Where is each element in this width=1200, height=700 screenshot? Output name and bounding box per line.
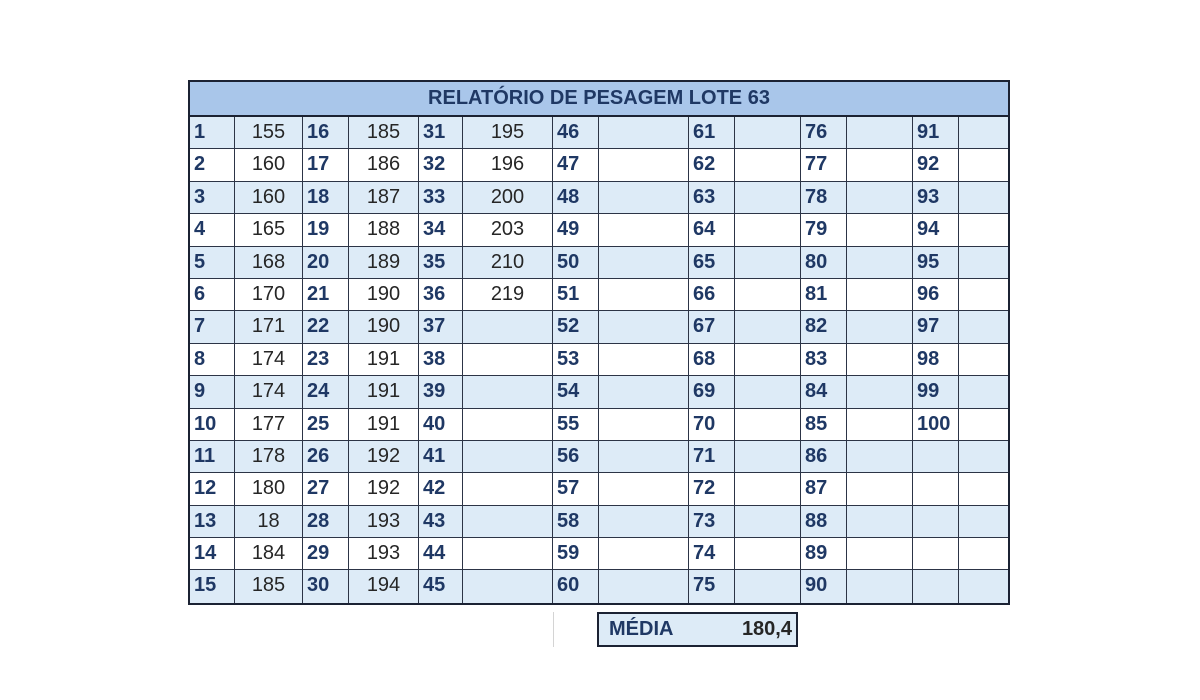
item-weight: 165 [235, 214, 303, 246]
item-number: 56 [553, 441, 599, 473]
item-number: 53 [553, 344, 599, 376]
item-weight [847, 311, 913, 343]
item-weight [847, 506, 913, 538]
item-weight [599, 182, 689, 214]
item-number: 60 [553, 570, 599, 602]
item-weight [847, 473, 913, 505]
item-number: 5 [190, 247, 235, 279]
item-weight [735, 117, 801, 149]
average-box [597, 612, 798, 647]
item-weight [847, 344, 913, 376]
item-weight [847, 117, 913, 149]
item-weight [463, 311, 553, 343]
item-number: 49 [553, 214, 599, 246]
item-weight [599, 409, 689, 441]
item-number: 55 [553, 409, 599, 441]
item-number [913, 473, 959, 505]
item-number: 93 [913, 182, 959, 214]
item-number: 13 [190, 506, 235, 538]
item-weight [599, 214, 689, 246]
item-weight [735, 149, 801, 181]
item-number: 10 [190, 409, 235, 441]
item-number: 54 [553, 376, 599, 408]
item-number: 65 [689, 247, 735, 279]
item-number: 58 [553, 506, 599, 538]
item-weight [959, 279, 1008, 311]
item-number: 40 [419, 409, 463, 441]
sheet-gridline [553, 612, 554, 647]
item-weight: 187 [349, 182, 419, 214]
weights-grid [190, 117, 1008, 603]
item-number: 78 [801, 182, 847, 214]
item-number: 20 [303, 247, 349, 279]
item-weight [847, 409, 913, 441]
item-weight: 184 [235, 538, 303, 570]
item-weight: 203 [463, 214, 553, 246]
item-weight: 210 [463, 247, 553, 279]
item-weight [463, 473, 553, 505]
item-weight: 190 [349, 311, 419, 343]
item-weight: 193 [349, 538, 419, 570]
item-weight [959, 506, 1008, 538]
item-number: 12 [190, 473, 235, 505]
item-number: 8 [190, 344, 235, 376]
item-weight: 191 [349, 344, 419, 376]
item-weight: 190 [349, 279, 419, 311]
item-weight [735, 538, 801, 570]
item-weight [735, 344, 801, 376]
item-number: 21 [303, 279, 349, 311]
item-number: 43 [419, 506, 463, 538]
item-number: 14 [190, 538, 235, 570]
item-weight [847, 182, 913, 214]
item-number: 15 [190, 570, 235, 602]
item-number [913, 538, 959, 570]
item-number: 41 [419, 441, 463, 473]
item-weight [959, 311, 1008, 343]
item-number: 4 [190, 214, 235, 246]
item-number: 90 [801, 570, 847, 602]
item-weight [599, 570, 689, 602]
item-weight [735, 311, 801, 343]
item-number: 7 [190, 311, 235, 343]
item-weight [735, 376, 801, 408]
item-number: 51 [553, 279, 599, 311]
item-weight [959, 538, 1008, 570]
item-number: 67 [689, 311, 735, 343]
item-number: 38 [419, 344, 463, 376]
item-weight [959, 149, 1008, 181]
item-number: 17 [303, 149, 349, 181]
item-weight: 185 [235, 570, 303, 602]
item-weight: 185 [349, 117, 419, 149]
item-number: 95 [913, 247, 959, 279]
weighing-report-table [188, 80, 1010, 605]
item-number: 27 [303, 473, 349, 505]
item-weight [735, 182, 801, 214]
item-number: 77 [801, 149, 847, 181]
item-number: 34 [419, 214, 463, 246]
item-number: 11 [190, 441, 235, 473]
item-number: 89 [801, 538, 847, 570]
item-weight: 180 [235, 473, 303, 505]
item-number: 6 [190, 279, 235, 311]
item-number: 61 [689, 117, 735, 149]
item-number: 94 [913, 214, 959, 246]
item-number: 19 [303, 214, 349, 246]
item-number: 33 [419, 182, 463, 214]
item-number: 88 [801, 506, 847, 538]
item-number: 98 [913, 344, 959, 376]
item-number: 1 [190, 117, 235, 149]
item-number: 32 [419, 149, 463, 181]
item-number: 52 [553, 311, 599, 343]
item-weight: 192 [349, 473, 419, 505]
average-value: 180,4 [741, 618, 792, 640]
item-weight: 160 [235, 149, 303, 181]
item-weight: 189 [349, 247, 419, 279]
item-number: 37 [419, 311, 463, 343]
item-number: 92 [913, 149, 959, 181]
item-weight: 192 [349, 441, 419, 473]
item-number: 48 [553, 182, 599, 214]
item-number: 2 [190, 149, 235, 181]
item-number: 97 [913, 311, 959, 343]
item-weight: 168 [235, 247, 303, 279]
item-weight: 219 [463, 279, 553, 311]
item-number: 62 [689, 149, 735, 181]
item-number: 18 [303, 182, 349, 214]
item-number: 64 [689, 214, 735, 246]
item-weight: 174 [235, 344, 303, 376]
item-number: 87 [801, 473, 847, 505]
item-weight [735, 506, 801, 538]
item-weight [735, 409, 801, 441]
item-weight: 188 [349, 214, 419, 246]
item-number: 96 [913, 279, 959, 311]
item-weight [599, 149, 689, 181]
item-weight [959, 214, 1008, 246]
item-number: 44 [419, 538, 463, 570]
item-weight [959, 409, 1008, 441]
item-weight [463, 409, 553, 441]
item-number: 47 [553, 149, 599, 181]
item-weight [847, 376, 913, 408]
item-number: 31 [419, 117, 463, 149]
item-number: 71 [689, 441, 735, 473]
item-number: 39 [419, 376, 463, 408]
item-number: 36 [419, 279, 463, 311]
item-number: 73 [689, 506, 735, 538]
item-weight [959, 182, 1008, 214]
item-number: 22 [303, 311, 349, 343]
item-weight: 194 [349, 570, 419, 602]
average-label: MÉDIA [609, 618, 674, 640]
item-number: 70 [689, 409, 735, 441]
item-weight [959, 344, 1008, 376]
item-weight [959, 441, 1008, 473]
item-weight [735, 279, 801, 311]
item-weight: 174 [235, 376, 303, 408]
item-number: 57 [553, 473, 599, 505]
item-number: 3 [190, 182, 235, 214]
item-number: 46 [553, 117, 599, 149]
item-weight: 171 [235, 311, 303, 343]
item-weight: 155 [235, 117, 303, 149]
item-number: 28 [303, 506, 349, 538]
item-weight [463, 441, 553, 473]
item-weight: 170 [235, 279, 303, 311]
item-weight [847, 214, 913, 246]
item-number: 16 [303, 117, 349, 149]
item-number: 69 [689, 376, 735, 408]
item-number: 72 [689, 473, 735, 505]
item-weight [599, 441, 689, 473]
item-number: 84 [801, 376, 847, 408]
item-number [913, 570, 959, 602]
item-weight [735, 473, 801, 505]
item-number: 91 [913, 117, 959, 149]
item-weight [599, 376, 689, 408]
item-weight [959, 117, 1008, 149]
item-number: 23 [303, 344, 349, 376]
item-number: 9 [190, 376, 235, 408]
item-weight [463, 506, 553, 538]
item-number: 83 [801, 344, 847, 376]
item-number: 42 [419, 473, 463, 505]
item-weight [463, 538, 553, 570]
item-number: 45 [419, 570, 463, 602]
item-weight [599, 506, 689, 538]
item-number: 59 [553, 538, 599, 570]
item-number: 30 [303, 570, 349, 602]
item-number: 26 [303, 441, 349, 473]
item-number [913, 441, 959, 473]
item-weight [847, 538, 913, 570]
item-weight [735, 570, 801, 602]
item-number: 80 [801, 247, 847, 279]
item-weight [959, 247, 1008, 279]
item-weight: 195 [463, 117, 553, 149]
item-number: 100 [913, 409, 959, 441]
item-number: 35 [419, 247, 463, 279]
item-weight [735, 214, 801, 246]
item-number: 85 [801, 409, 847, 441]
item-weight: 191 [349, 409, 419, 441]
item-weight [847, 570, 913, 602]
item-number: 66 [689, 279, 735, 311]
item-weight [599, 538, 689, 570]
item-number: 86 [801, 441, 847, 473]
item-weight [599, 247, 689, 279]
item-weight: 18 [235, 506, 303, 538]
item-weight [847, 149, 913, 181]
item-weight [599, 344, 689, 376]
item-number: 81 [801, 279, 847, 311]
item-number: 29 [303, 538, 349, 570]
item-weight [735, 441, 801, 473]
item-weight [959, 376, 1008, 408]
item-number [913, 506, 959, 538]
item-number: 74 [689, 538, 735, 570]
item-number: 75 [689, 570, 735, 602]
item-weight [599, 117, 689, 149]
item-weight [735, 247, 801, 279]
item-weight [599, 279, 689, 311]
item-number: 79 [801, 214, 847, 246]
item-weight: 196 [463, 149, 553, 181]
item-number: 76 [801, 117, 847, 149]
item-weight: 177 [235, 409, 303, 441]
item-weight [463, 570, 553, 602]
item-number: 25 [303, 409, 349, 441]
report-title: RELATÓRIO DE PESAGEM LOTE 63 [190, 82, 1008, 117]
item-number: 63 [689, 182, 735, 214]
item-weight: 186 [349, 149, 419, 181]
item-number: 24 [303, 376, 349, 408]
item-weight: 160 [235, 182, 303, 214]
item-number: 82 [801, 311, 847, 343]
item-weight: 178 [235, 441, 303, 473]
item-number: 99 [913, 376, 959, 408]
item-weight [959, 570, 1008, 602]
item-number: 50 [553, 247, 599, 279]
item-weight: 193 [349, 506, 419, 538]
item-weight [959, 473, 1008, 505]
item-weight [847, 441, 913, 473]
item-weight [463, 344, 553, 376]
item-weight: 191 [349, 376, 419, 408]
item-weight [847, 247, 913, 279]
item-weight [463, 376, 553, 408]
item-weight: 200 [463, 182, 553, 214]
item-number: 68 [689, 344, 735, 376]
item-weight [599, 311, 689, 343]
item-weight [847, 279, 913, 311]
item-weight [599, 473, 689, 505]
